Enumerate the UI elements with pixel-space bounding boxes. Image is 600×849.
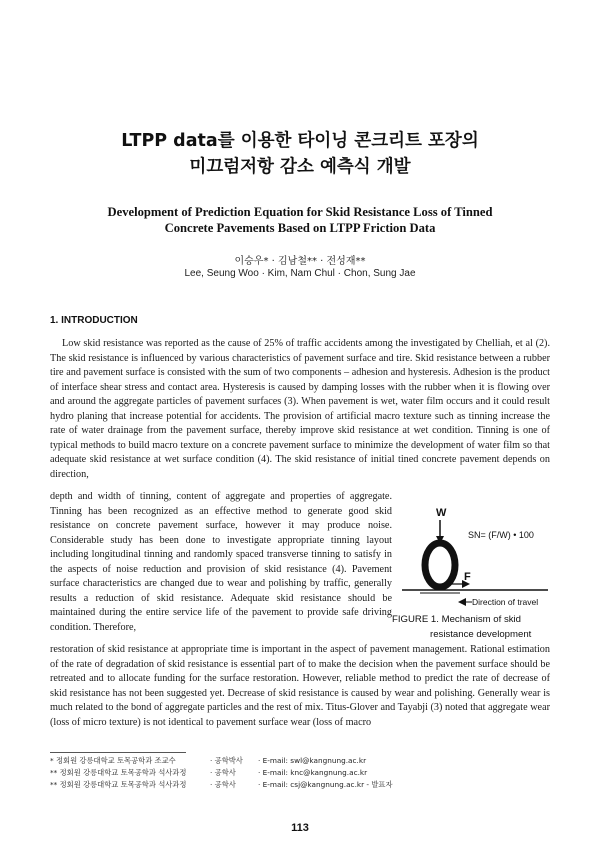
footnote-divider [50, 752, 186, 753]
direction-label: Direction of travel [472, 597, 539, 607]
footnote-row [50, 779, 550, 791]
korean-title-line-1: LTPP data를 이용한 타이닝 콘크리트 포장의 [121, 131, 479, 151]
english-title [0, 204, 600, 236]
intro-paragraph-continued: restoration of skid resistance at appropriate time is important in the aspect of pavement management. Rational estimation of the rate of degradation of skid resistance is essential part of to make the decision when the pavement surface should be retreated and to allocate funding for the surface restoration. However, reliable method to predict the rate of decrease of skid resistance has not been suggested yet. Decrease of skid resistance is caused by wear and polishing. Generally wear is much related to the bond of aggregate particles and the rest of mix. Titus-Glover and Tayabji (3) noted that aggregate wear (loss of micro texture) is not identical to pavement surface wear (loss of macro [50, 644, 550, 728]
footnote-row [50, 767, 550, 779]
korean-title [0, 128, 600, 180]
korean-title-line-2: 미끄럼저항 감소 예측식 개발 [189, 157, 411, 177]
footnote-degree: · 공학박사 [210, 756, 243, 765]
footnote-email: · E-mail: knc@kangnung.ac.kr [258, 768, 368, 777]
label-w: W [436, 507, 447, 519]
intro-paragraph-beside-figure: depth and width of tinning, content of aggregate and properties of aggregate. Tinning has been recognized as an effective method to generate good skid resistance on concrete pavement surface, however it may produce noise. Considerable study has been done to investigate appropriate tinning layout including longitudinal tinning and randomly spaced transverse tinning to satisfy in the aspects of noise reduction and provision of skid resistance (4). Pavement surface characteristics are changed due to wear and polishing by traffic, generally results a reduction of skid resistance. Adequate skid resistance should be maintained during the entire service life of the pavement to provide safe driving condition. Therefore, [50, 491, 392, 633]
figure-caption-line-1: FIGURE 1. Mechanism of skid [392, 614, 522, 625]
footnote-affiliation: ** 정회원 강릉대학교 토목공학과 석사과정 [50, 768, 187, 777]
sn-equation: SN= (F/W) • 100 [468, 530, 534, 540]
footnote-degree: · 공학사 [210, 768, 236, 777]
tire-shape [425, 543, 455, 587]
footnote-affiliation: ** 정회원 강릉대학교 토목공학과 석사과정 [50, 780, 187, 789]
footnotes [50, 755, 550, 791]
footnote-affiliation: * 정회원 강릉대학교 토목공학과 조교수 [50, 756, 176, 765]
label-f: F [464, 571, 471, 583]
authors-english: Lee, Seung Woo · Kim, Nam Chul · Chon, Sung Jae [184, 268, 416, 279]
skid-mechanism-diagram [398, 502, 550, 612]
footnote-degree: · 공학사 [210, 780, 236, 789]
english-title-line-1: Development of Prediction Equation for Skid Resistance Loss of Tinned [107, 205, 493, 219]
authors-korean: 이승우* · 김남철** · 전성재** [234, 256, 366, 267]
figure-caption-line-2: resistance development [430, 629, 532, 640]
footnote-email: · E-mail: swl@kangnung.ac.kr [258, 756, 367, 765]
intro-paragraph-full-width: Low skid resistance was reported as the cause of 25% of traffic accidents among the investigated by Chelliah, et al (2). The skid resistance is influenced by various characteristics of pavement surface and tire. Skid resistance between a rubber tire and pavement surface is consisted with the sum of two components – adhesion and hysteresis. Adhesion is the product of interface shear stress and contact area. Hysteresis is caused by damping losses with the rubber when it is flowing over and around the aggregate particles of pavement surfaces (3). When pavement is wet, water film occurs and it could result hydro planing that increase potential for accidents. The provision of artificial macro texture such as tinning increase the rate of water drainage from the pavement surface, thereby improve skid resistance at wet condition. Tinning is one of typical methods to build macro texture on a concrete pavement surface to minimize the development of water film so that adequate skid resistance at wet surface condition (4). The skid resistance of initial tined concrete pavement depends on direction, [50, 338, 550, 480]
page-number: 113 [291, 822, 309, 834]
section-heading: 1. INTRODUCTION [50, 315, 138, 326]
footnote-email: · E-mail: csj@kangnung.ac.kr - 발표자 [258, 780, 393, 789]
footnote-row [50, 755, 550, 767]
figure-1-caption [392, 612, 552, 642]
english-title-line-2: Concrete Pavements Based on LTPP Friction Data [164, 221, 436, 235]
